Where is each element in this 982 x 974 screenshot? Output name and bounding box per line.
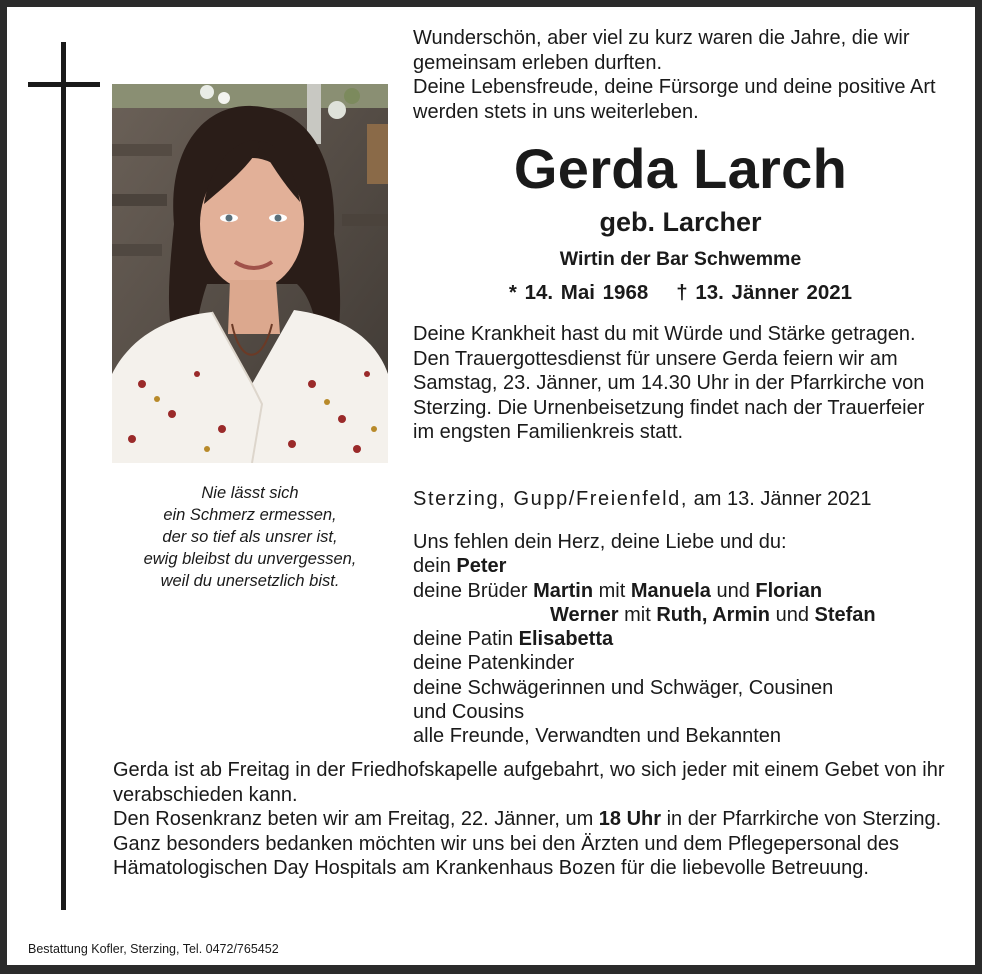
notice-date: am 13. Jänner 2021 [693,488,872,510]
place-date-line [413,486,948,512]
mourner-line: deine Patenkinder [413,652,575,675]
intro-paragraph: Wunderschön, aber viel zu kurz waren die Jahre, die wir gemeinsam erleben durften. [413,27,910,74]
thanks-paragraph: Ganz besonders bedanken möchten wir uns bei den Ärzten und dem Pflegepersonal des Hämatologischen Day Hospitals am Krankenhaus Bozen für die liebevolle Betreuung. [113,832,900,879]
mourner-line: deine Patin Elisabetta [413,628,614,651]
intro-text [413,26,948,124]
death-date: † 13. Jänner 2021 [676,281,853,304]
place-name: Sterzing, Gupp/Freienfeld, [413,488,689,510]
memorial-poem [112,482,388,592]
mourner-line: deine Schwägerinnen und Schwäger, Cousinen [413,676,834,699]
mourners-list [413,530,948,749]
poem-line: Nie lässt sich [201,484,299,502]
mourner-line: dein Peter [413,555,507,578]
mourner-line: deine Brüder Martin mit Manuela und Florian [413,579,823,602]
deceased-name: Gerda Larch [513,137,848,200]
portrait-photo [112,84,388,463]
funeral-home-footer: Bestattung Kofler, Sterzing, Tel. 0472/765452 [28,942,279,956]
occupation: Wirtin der Bar Schwemme [559,248,802,270]
mourner-line: und Cousins [413,701,525,724]
closing-text [113,758,948,881]
service-paragraph: Den Trauergottesdienst für unsere Gerda feiern wir am Samstag, 23. Jänner, um 14.30 Uhr in der Pfarrkirche von Sterzing. Die Urnenbeisetzung findet nach der Trauerfeier im engsten Familienkreis statt. [413,347,925,443]
mourners-intro: Uns fehlen dein Herz, deine Liebe und du: [413,531,787,553]
poem-line: weil du unersetzlich bist. [160,572,340,590]
poem-line: ewig bleibst du unvergessen, [143,550,357,568]
service-text [413,322,948,445]
mourner-line: Werner mit Ruth, Armin und Stefan [550,603,876,626]
poem-line: ein Schmerz ermessen, [163,506,337,524]
birth-date: * 14. Mai 1968 [508,281,649,304]
life-dates [413,279,948,307]
poem-line: der so tief als unsrer ist, [162,528,338,546]
rosary-paragraph: Den Rosenkranz beten wir am Freitag, 22. Jänner, um 18 Uhr in der Pfarrkirche von Sterzing. [113,808,942,830]
wake-paragraph: Gerda ist ab Freitag in der Friedhofskapelle aufgebahrt, wo sich jeder mit einem Gebet von ihr verabschieden kann. [113,759,945,806]
illness-paragraph: Deine Krankheit hast du mit Würde und Stärke getragen. [413,323,916,345]
birth-name: geb. Larcher [599,207,762,237]
intro-paragraph: Deine Lebensfreude, deine Fürsorge und deine positive Art werden stets in uns weiterleben. [413,76,936,123]
mourner-line: alle Freunde, Verwandten und Bekannten [413,725,782,748]
